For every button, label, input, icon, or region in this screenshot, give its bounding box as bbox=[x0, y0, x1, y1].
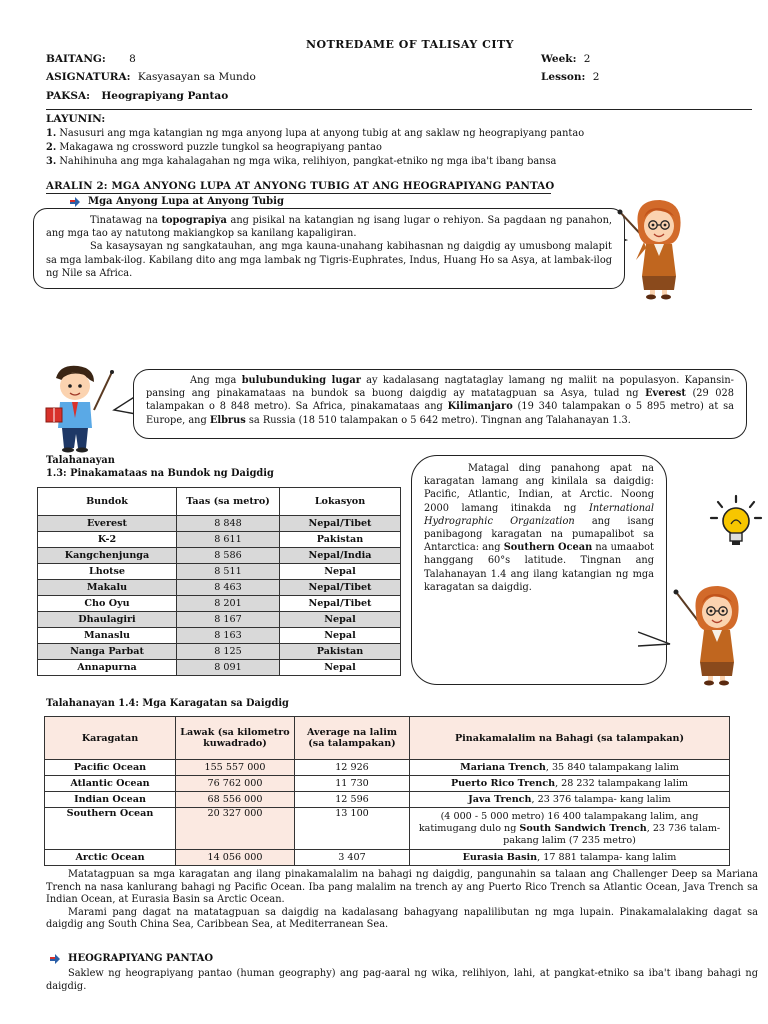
arrow-bullet-icon bbox=[70, 197, 80, 207]
teacher-woman-illustration bbox=[612, 196, 686, 300]
cell-mountain: Makalu bbox=[38, 580, 177, 596]
column-header: Lokasyon bbox=[280, 488, 401, 516]
column-header: Lawak (sa kilometro kuwadrado) bbox=[176, 717, 295, 760]
cell-location: Nepal/Tibet bbox=[280, 580, 401, 596]
grade-line bbox=[46, 53, 136, 65]
lesson-title-underline bbox=[46, 193, 551, 194]
cell-mountain: Everest bbox=[38, 516, 177, 532]
cell-location: Nepal bbox=[280, 660, 401, 676]
cell-location: Nepal/Tibet bbox=[280, 596, 401, 612]
table-row bbox=[45, 776, 730, 792]
cell-location: Nepal bbox=[280, 564, 401, 580]
text-run-bold: Java Trench bbox=[468, 794, 532, 805]
cell-height: 8 091 bbox=[177, 660, 280, 676]
teacher-man-illustration bbox=[40, 364, 118, 454]
text-run-italic: International Hydrographic Organization bbox=[424, 502, 654, 527]
cell-location: Pakistan bbox=[280, 532, 401, 548]
cell-mountain: Manaslu bbox=[38, 628, 177, 644]
cell-mountain: Dhaulagiri bbox=[38, 612, 177, 628]
table-row bbox=[45, 808, 730, 850]
week-label: Week: bbox=[541, 53, 577, 65]
topic-line bbox=[46, 90, 228, 102]
table-row bbox=[45, 760, 730, 776]
text-run-bold: Eurasia Basin bbox=[462, 852, 538, 863]
table-row bbox=[38, 548, 401, 564]
cell-deepest bbox=[410, 792, 730, 808]
table-row bbox=[38, 612, 401, 628]
table-row bbox=[38, 628, 401, 644]
table-row bbox=[45, 792, 730, 808]
objective-text: Makagawa ng crossword puzzle tungkol sa heograpiyang pantao bbox=[59, 142, 382, 153]
cell-height: 8 511 bbox=[177, 564, 280, 580]
cell-area: 20 327 000 bbox=[176, 808, 295, 850]
speech-bubble-oceans bbox=[411, 455, 667, 685]
grade-label: BAITANG: bbox=[46, 53, 106, 65]
text-run: ang pisikal na katangian ng isang lugar o rehiyon. Sa pagdaan ng panahon, ang mga tao ay natutong makiangkop sa kanilang kapaligiran. bbox=[46, 215, 612, 240]
cell-location: Nepal bbox=[280, 628, 401, 644]
bubble1-para2: Sa kasaysayan ng sangkatauhan, ang mga kauna-unahang kabihasnan ng daigdig ay umusbong malapit sa mga lambak-ilog. Kabilang dito ang mga lambak ng Tigris-Euphrates, Indus, Huang Ho sa Asya, at lambak-ilog ng Nile sa Africa. bbox=[46, 241, 612, 279]
lightbulb-icon bbox=[708, 494, 764, 552]
table-row bbox=[38, 660, 401, 676]
text-run: Tinatawag na bbox=[90, 215, 162, 226]
cell-area: 76 762 000 bbox=[176, 776, 295, 792]
lesson-title: ARALIN 2: MGA ANYONG LUPA AT ANYONG TUBIG AT ANG HEOGRAPIYANG PANTAO bbox=[46, 180, 555, 192]
objective-num: 1. bbox=[46, 128, 57, 139]
column-header: Bundok bbox=[38, 488, 177, 516]
bubble1-para1 bbox=[46, 214, 612, 240]
text-run-bold: Mariana Trench bbox=[460, 762, 546, 773]
section-heading-anyong bbox=[70, 196, 284, 207]
cell-mountain: Cho Oyu bbox=[38, 596, 177, 612]
text-run-bold: Southern Ocean bbox=[503, 542, 593, 554]
text-run-bold: Everest bbox=[645, 388, 686, 400]
cell-depth: 11 730 bbox=[295, 776, 410, 792]
cell-depth: 12 596 bbox=[295, 792, 410, 808]
lesson-label: Lesson: bbox=[541, 71, 586, 83]
subject-value: Kasyasayan sa Mundo bbox=[137, 71, 256, 83]
table-row bbox=[38, 644, 401, 660]
speech-bubble-mountains bbox=[133, 369, 747, 439]
cell-mountain: K-2 bbox=[38, 532, 177, 548]
cell-mountain: Kangchenjunga bbox=[38, 548, 177, 564]
cell-deepest bbox=[410, 776, 730, 792]
speech-bubble-topography bbox=[33, 208, 625, 289]
week-value: 2 bbox=[583, 53, 591, 65]
objective-text: Nahihinuha ang mga kahalagahan ng mga wika, relihiyon, pangkat-etniko ng mga iba't ibang bansa bbox=[59, 156, 557, 167]
text-run-bold: Puerto Rico Trench bbox=[450, 778, 556, 789]
section-heading-heograpiya bbox=[50, 953, 213, 964]
text-run-bold: bulubunduking lugar bbox=[241, 375, 361, 386]
cell-depth: 12 926 bbox=[295, 760, 410, 776]
text-run: , 35 840 talampakang lalim bbox=[545, 762, 679, 773]
objective-num: 2. bbox=[46, 142, 57, 153]
objective-text: Nasusuri ang mga katangian ng mga anyong lupa at anyong tubig at ang saklaw ng heograpiyang pantao bbox=[59, 128, 585, 139]
text-run: (19 340 talampakan o 5 895 metro) at sa Europe, ang bbox=[146, 401, 734, 426]
school-name: NOTREDAME OF TALISAY CITY bbox=[305, 38, 515, 51]
section-heading-text: HEOGRAPIYANG PANTAO bbox=[68, 953, 214, 964]
bubble3-text bbox=[424, 462, 654, 594]
text-run: Ang mga bbox=[190, 375, 242, 386]
paragraph-human-geography bbox=[46, 968, 758, 993]
cell-height: 8 201 bbox=[177, 596, 280, 612]
text-run: , 28 232 talampakang lalim bbox=[555, 778, 689, 789]
cell-mountain: Nanga Parbat bbox=[38, 644, 177, 660]
cell-height: 8 125 bbox=[177, 644, 280, 660]
text-run: Matagal ding panahong apat na karagatan lamang ang kinilala sa daigdig: Pacific, Atlantic, Indian, at Arctic. Noong 2000 lamang itinakda ng bbox=[424, 463, 654, 514]
text-run-bold: Kilimanjaro bbox=[447, 401, 513, 413]
cell-height: 8 463 bbox=[177, 580, 280, 596]
arrow-bullet-icon bbox=[50, 954, 60, 964]
cell-height: 8 167 bbox=[177, 612, 280, 628]
table14-title: Talahanayan 1.4: Mga Karagatan sa Daigdig bbox=[46, 698, 289, 709]
column-header: Taas (sa metro) bbox=[177, 488, 280, 516]
cell-location: Nepal/India bbox=[280, 548, 401, 564]
subject-label: ASIGNATURA: bbox=[46, 71, 131, 83]
table13-label: Talahanayan bbox=[46, 455, 115, 466]
table-row bbox=[38, 580, 401, 596]
paragraph-text: Saklew ng heograpiyang pantao (human geography) ang pag-aaral ng wika, relihiyon, lahi, at pangkat-etniko sa iba't ibang bahagi ng daigdig. bbox=[46, 968, 758, 992]
paragraph-text: Marami pang dagat na matatagpuan sa daigdig na kadalasang bahagyang napalilibutan ng mga lupain. Pinakamalalaking dagat sa daigdig ang South China Sea, Caribbean Sea, at Mediterranean Sea. bbox=[46, 906, 758, 930]
cell-mountain: Annapurna bbox=[38, 660, 177, 676]
text-run: ang isang panibagong karagatan na pumapalibot sa Antarctica: ang bbox=[424, 515, 655, 554]
cell-depth: 3 407 bbox=[295, 850, 410, 866]
subject-line bbox=[46, 71, 256, 83]
text-run: (29 028 talampakan o 8 848 metro). Sa Africa, pinakamataas ang bbox=[146, 388, 734, 413]
objective-2 bbox=[46, 142, 382, 153]
cell-area: 14 056 000 bbox=[176, 850, 295, 866]
topic-label: PAKSA: bbox=[46, 90, 91, 102]
column-header: Karagatan bbox=[45, 717, 176, 760]
cell-ocean: Indian Ocean bbox=[45, 792, 176, 808]
column-header: Average na lalim (sa talampakan) bbox=[295, 717, 410, 760]
cell-ocean: Arctic Ocean bbox=[45, 850, 176, 866]
table-row bbox=[45, 850, 730, 866]
bubble2-text bbox=[146, 374, 734, 427]
text-run: , 23 736 talam-pakang lalim (7 235 metro) bbox=[503, 822, 721, 846]
cell-ocean: Pacific Ocean bbox=[45, 760, 176, 776]
text-run: na umaabot hanggang 60°s latitude. Tingnan ang Talahanayan 1.4 ang ilang katangian ng mga karagatan sa daigdig. bbox=[424, 542, 654, 593]
objective-3 bbox=[46, 156, 556, 167]
cell-ocean: Southern Ocean bbox=[45, 808, 176, 850]
text-run: , 23 376 talampa- kang lalim bbox=[531, 794, 671, 805]
table-highest-mountains bbox=[37, 487, 401, 676]
topic-value: Heograpiyang Pantao bbox=[101, 90, 229, 102]
cell-location: Nepal/Tibet bbox=[280, 516, 401, 532]
cell-deepest bbox=[410, 850, 730, 866]
cell-location: Nepal bbox=[280, 612, 401, 628]
objective-1 bbox=[46, 128, 584, 139]
text-run: ay kadalasang nagtataglay lamang ng maliit na populasyon. Kapansin-pansing ang pinakamataas na bundok sa buong daigdig ay matatagpuan sa Asya, tulad ng bbox=[146, 375, 734, 400]
table-oceans bbox=[44, 716, 730, 866]
text-run-bold: Elbrus bbox=[209, 414, 246, 426]
teacher-woman-illustration-2 bbox=[670, 582, 744, 686]
objectives-title: LAYUNIN: bbox=[46, 113, 106, 125]
cell-area: 155 557 000 bbox=[176, 760, 295, 776]
table-row bbox=[38, 596, 401, 612]
header-divider bbox=[46, 109, 752, 110]
cell-area: 68 556 000 bbox=[176, 792, 295, 808]
lesson-value: 2 bbox=[592, 71, 600, 83]
text-run-bold: topograpiya bbox=[161, 215, 227, 226]
cell-height: 8 848 bbox=[177, 516, 280, 532]
section-heading-text: Mga Anyong Lupa at Anyong Tubig bbox=[88, 196, 284, 207]
cell-deepest bbox=[410, 808, 730, 850]
cell-height: 8 586 bbox=[177, 548, 280, 564]
cell-mountain: Lhotse bbox=[38, 564, 177, 580]
text-run-bold: South Sandwich Trench bbox=[519, 822, 647, 834]
table-row bbox=[38, 516, 401, 532]
paragraph-text: Matatagpuan sa mga karagatan ang ilang pinakamalalim na bahagi ng daigdig, pangunahin sa talaan ang Challenger Deep sa Mariana Trench na nasa kanlurang bahagi ng Pacific Ocean. Iba pang malalim na trench ay ang Puerto Rico Trench sa Atlantic Ocean, Java Trench sa Indian Ocean, at Eurasia Basin sa Arctic Ocean. bbox=[46, 869, 758, 905]
column-header: Pinakamalalim na Bahagi (sa talampakan) bbox=[410, 717, 730, 760]
lesson-line bbox=[541, 71, 599, 83]
cell-ocean: Atlantic Ocean bbox=[45, 776, 176, 792]
objective-num: 3. bbox=[46, 156, 57, 167]
text-run: (4 000 - 5 000 metro) 16 400 talampakang lalim, ang katimugang dulo ng bbox=[418, 810, 699, 834]
table13-title: 1.3: Pinakamataas na Bundok ng Daigdig bbox=[46, 468, 274, 479]
cell-height: 8 163 bbox=[177, 628, 280, 644]
speech-bubble-tail bbox=[638, 630, 672, 650]
table-row bbox=[38, 532, 401, 548]
text-run: sa Russia (18 510 talampakan o 5 642 metro). Tingnan ang Talahanayan 1.3. bbox=[245, 414, 631, 426]
cell-location: Pakistan bbox=[280, 644, 401, 660]
week-line bbox=[541, 53, 590, 65]
cell-height: 8 611 bbox=[177, 532, 280, 548]
text-run: , 17 881 talampa- kang lalim bbox=[537, 852, 677, 863]
grade-value: 8 bbox=[129, 53, 136, 65]
cell-depth: 13 100 bbox=[295, 808, 410, 850]
cell-deepest bbox=[410, 760, 730, 776]
table-row bbox=[38, 564, 401, 580]
paragraph-trenches bbox=[46, 869, 758, 932]
